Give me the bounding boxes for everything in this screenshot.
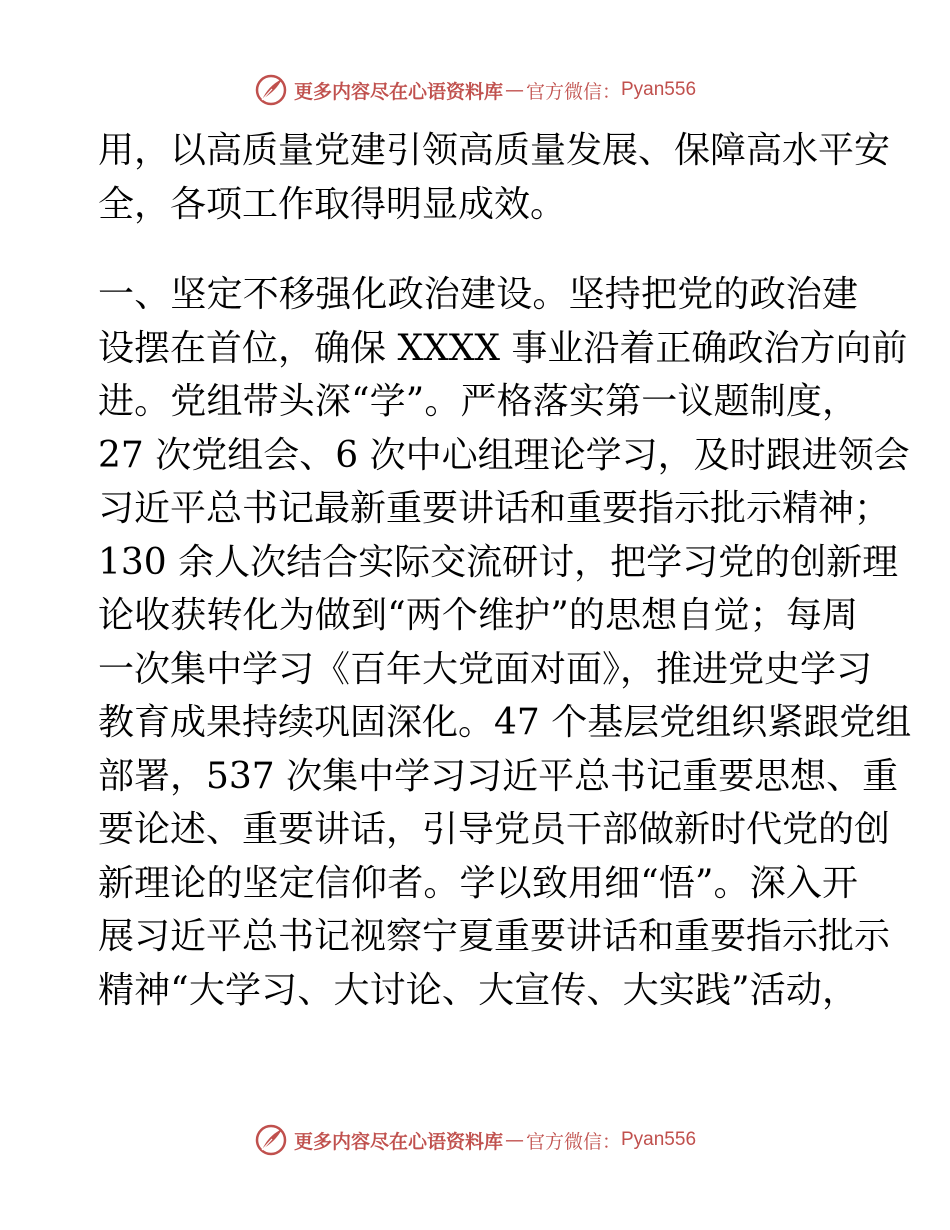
feather-pen-logo-icon xyxy=(254,1123,288,1157)
watermark-wechat-id: Pyan556 xyxy=(621,1129,697,1150)
watermark-separator: — xyxy=(504,79,524,101)
text-line: 设摆在首位，确保 XXXX 事业沿着正确政治方向前 xyxy=(98,327,908,369)
text-line: 130 余人次结合实际交流研讨，把学习党的创新理 xyxy=(98,541,899,583)
text-line: 27 次党组会、6 次中心组理论学习，及时跟进领会 xyxy=(98,434,910,476)
text-line: 习近平总书记最新重要讲话和重要指示批示精神； xyxy=(98,488,891,529)
text-line: 全，各项工作取得明显成效。 xyxy=(98,183,567,225)
text-line: 精神“大学习、大讨论、大宣传、大实践”活动， xyxy=(98,969,858,1011)
text-line: 论收获转化为做到“两个维护”的思想自觉；每周 xyxy=(98,595,858,636)
paragraph-2 xyxy=(98,268,912,1017)
paragraph-1 xyxy=(98,124,891,231)
text-line: 展习近平总书记视察宁夏重要讲话和重要指示批示 xyxy=(98,916,891,957)
watermark-side-text: 官方微信： xyxy=(525,1130,621,1153)
text-line: 部署，537 次集中学习习近平总书记重要思想、重 xyxy=(98,755,899,797)
text-line: 进。党组带头深“学”。严格落实第一议题制度， xyxy=(98,381,858,422)
footer-watermark xyxy=(0,1120,950,1160)
header-watermark xyxy=(0,70,950,110)
text-line: 用，以高质量党建引领高质量发展、保障高水平安 xyxy=(98,130,891,171)
text-line: 一、坚定不移强化政治建设。坚持把党的政治建 xyxy=(98,274,858,315)
watermark-main-text: 更多内容尽在心语资料库 xyxy=(293,80,503,103)
text-line: 新理论的坚定信仰者。学以致用细“悟”。深入开 xyxy=(98,862,858,904)
feather-pen-logo-icon xyxy=(254,73,288,107)
watermark-separator: — xyxy=(504,1129,524,1151)
watermark-wechat-id: Pyan556 xyxy=(621,79,697,100)
text-line: 教育成果持续巩固深化。47 个基层党组织紧跟党组 xyxy=(98,702,912,743)
watermark-side-text: 官方微信： xyxy=(525,80,621,103)
text-line: 要论述、重要讲话，引导党员干部做新时代党的创 xyxy=(98,809,891,850)
document-body xyxy=(98,124,912,1017)
watermark-main-text: 更多内容尽在心语资料库 xyxy=(293,1130,503,1153)
text-line: 一次集中学习《百年大党面对面》，推进党史学习 xyxy=(98,648,873,690)
paragraph-gap xyxy=(98,231,858,268)
